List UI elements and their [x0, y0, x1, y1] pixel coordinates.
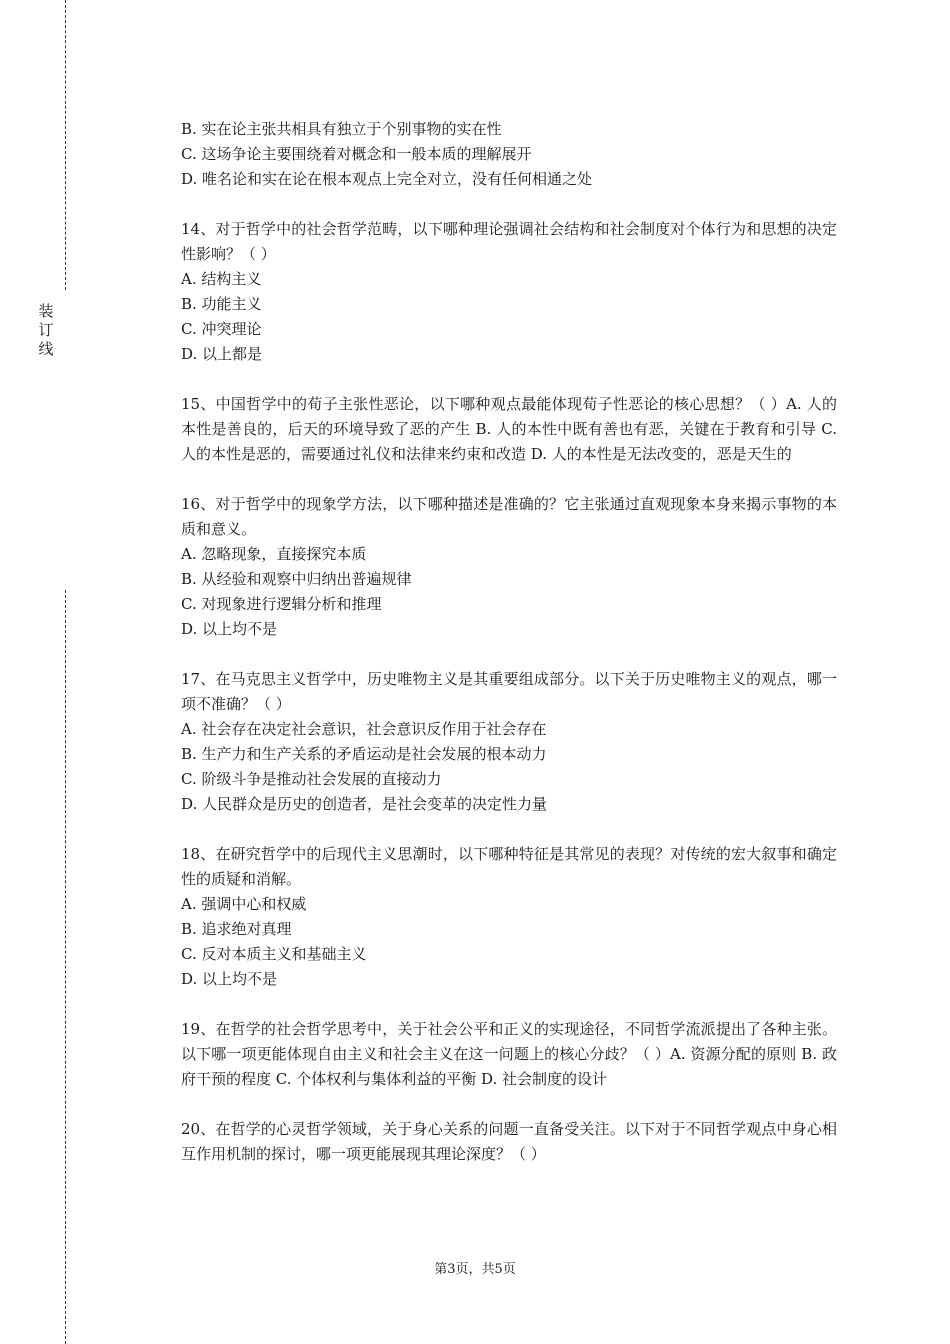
- option-d: D. 以上都是: [181, 345, 263, 363]
- page-number: 第3页，共5页: [434, 1262, 516, 1277]
- question-17: [181, 667, 837, 817]
- question-15: [181, 392, 837, 467]
- question-18: [181, 842, 837, 992]
- question-stem: 20、在哲学的心灵哲学领域，关于身心关系的问题一直备受关注。以下对于不同哲学观点中身心相互作用机制的探讨，哪一项更能展现其理论深度？（ ）: [181, 1120, 837, 1163]
- option-c: C. 冲突理论: [181, 320, 262, 338]
- binding-label-char: 装: [38, 302, 54, 320]
- question-stem: 18、在研究哲学中的后现代主义思潮时，以下哪种特征是其常见的表现？对传统的宏大叙事和确定性的质疑和消解。: [181, 845, 837, 888]
- option-b: B. 追求绝对真理: [181, 920, 292, 938]
- question-stem: 15、中国哲学中的荀子主张性恶论，以下哪种观点最能体现荀子性恶论的核心思想？（ ）A. 人的本性是善良的，后天的环境导致了恶的产生 B. 人的本性中既有善也有恶，关键在于教育和引导 C. 人的本性是恶的，需要通过礼仪和法律来约束和改造 D. 人的本性是无法改变的，恶是天生的: [181, 395, 837, 463]
- option-a: A. 忽略现象，直接探究本质: [181, 545, 367, 563]
- option-c: C. 阶级斗争是推动社会发展的直接动力: [181, 770, 442, 788]
- question-16: [181, 492, 837, 642]
- option-a: A. 结构主义: [181, 270, 262, 288]
- option-b: B. 功能主义: [181, 295, 262, 313]
- binding-label-char: 订: [38, 321, 54, 339]
- question-14: [181, 217, 837, 367]
- binding-line-label: [36, 302, 56, 359]
- question-13-continued: [181, 117, 837, 192]
- question-stem: 16、对于哲学中的现象学方法，以下哪种描述是准确的？它主张通过直观现象本身来揭示事物的本质和意义。: [181, 495, 837, 538]
- question-stem: 14、对于哲学中的社会哲学范畴，以下哪种理论强调社会结构和社会制度对个体行为和思想的决定性影响？（ ）: [181, 220, 837, 263]
- question-20: [181, 1117, 837, 1167]
- option-d: D. 人民群众是历史的创造者，是社会变革的决定性力量: [181, 795, 548, 813]
- option-c: C. 对现象进行逻辑分析和推理: [181, 595, 382, 613]
- binding-label-char: 线: [38, 340, 54, 358]
- option-d: D. 以上均不是: [181, 620, 278, 638]
- option-d: D. 唯名论和实在论在根本观点上完全对立，没有任何相通之处: [181, 170, 593, 188]
- question-19: [181, 1017, 837, 1092]
- option-b: B. 实在论主张共相具有独立于个别事物的实在性: [181, 120, 502, 138]
- question-stem: 19、在哲学的社会哲学思考中，关于社会公平和正义的实现途径，不同哲学流派提出了各种主张。以下哪一项更能体现自由主义和社会主义在这一问题上的核心分歧？（ ）A. 资源分配的原则 B. 政府干预的程度 C. 个体权利与集体利益的平衡 D. 社会制度的设计: [181, 1020, 837, 1088]
- question-list: [181, 117, 837, 1167]
- option-a: A. 社会存在决定社会意识，社会意识反作用于社会存在: [181, 720, 547, 738]
- option-a: A. 强调中心和权威: [181, 895, 307, 913]
- option-c: C. 这场争论主要围绕着对概念和一般本质的理解展开: [181, 145, 532, 163]
- option-b: B. 从经验和观察中归纳出普遍规律: [181, 570, 412, 588]
- binding-dashed-line-bottom: [65, 590, 66, 1344]
- question-stem: 17、在马克思主义哲学中，历史唯物主义是其重要组成部分。以下关于历史唯物主义的观点，哪一项不准确？（ ）: [181, 670, 837, 713]
- option-c: C. 反对本质主义和基础主义: [181, 945, 367, 963]
- option-d: D. 以上均不是: [181, 970, 278, 988]
- option-b: B. 生产力和生产关系的矛盾运动是社会发展的根本动力: [181, 745, 547, 763]
- binding-dashed-line-top: [65, 0, 66, 290]
